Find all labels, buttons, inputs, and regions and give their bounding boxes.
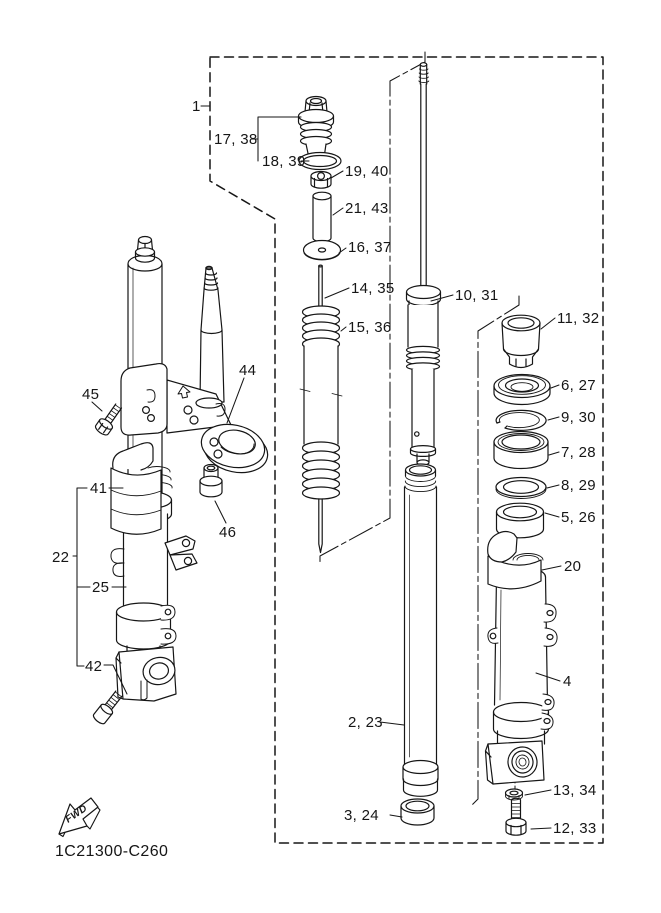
callout-10-31: 10, 31 — [455, 287, 499, 304]
callout-14-35: 14, 35 — [351, 280, 395, 297]
oil-lock-ring-3-24 — [401, 799, 434, 825]
callout-8-29: 8, 29 — [561, 477, 596, 494]
callout-25: 25 — [92, 579, 110, 596]
axle-housing — [486, 741, 545, 784]
washer-16-37 — [304, 241, 341, 260]
cap-nut-11-32 — [502, 315, 540, 367]
cap-bolt-assembly-17-38 — [299, 97, 334, 162]
callout-13-34: 13, 34 — [553, 782, 597, 799]
fork-spring-15-36 — [300, 306, 342, 553]
callout-6-27: 6, 27 — [561, 377, 596, 394]
callout-1: 1 — [192, 98, 201, 115]
flange-bolt-42 — [92, 689, 125, 725]
callout-22: 22 — [52, 549, 70, 566]
protector-20 — [488, 532, 543, 589]
callout-18-39: 18, 39 — [262, 153, 306, 170]
pinch-bolt-45 — [94, 402, 125, 437]
inner-tube-2-23 — [403, 464, 438, 796]
damper-rod-14-35 — [319, 265, 322, 310]
damper-assembly-10-31 — [407, 63, 441, 465]
callout-12-33: 12, 33 — [553, 820, 597, 837]
diagram-code: 1C21300-C260 — [55, 843, 169, 860]
callout-15-36: 15, 36 — [348, 319, 392, 336]
callout-5-26: 5, 26 — [561, 509, 596, 526]
washer-8-29 — [496, 478, 546, 499]
oil-seal-7-28 — [494, 432, 548, 469]
callout-16-37: 16, 37 — [348, 239, 392, 256]
damper-rubber-46 — [200, 465, 222, 497]
fwd-label: FWD — [63, 802, 90, 826]
spacer-21-43 — [313, 192, 331, 242]
callout-4: 4 — [563, 673, 572, 690]
callout-17-38: 17, 38 — [214, 131, 258, 148]
callout-9-30: 9, 30 — [561, 409, 596, 426]
callout-42: 42 — [85, 658, 103, 675]
callout-11-32: 11, 32 — [557, 310, 600, 327]
callout-3-24: 3, 24 — [344, 807, 379, 824]
callout-45: 45 — [82, 386, 100, 403]
dust-seal-6-27 — [494, 375, 550, 405]
drain-bolt-12-33 — [506, 798, 526, 835]
callout-2-23: 2, 23 — [348, 714, 383, 731]
callout-44: 44 — [239, 362, 257, 379]
outer-tube-25 — [111, 514, 197, 653]
callout-7-28: 7, 28 — [561, 444, 596, 461]
callout-21-43: 21, 43 — [345, 200, 389, 217]
retaining-clip-9-30 — [496, 410, 546, 430]
left-fork-leg-assembly — [92, 237, 272, 726]
callout-46: 46 — [219, 524, 237, 541]
nut-19-40 — [311, 172, 331, 189]
steering-stem — [200, 266, 224, 402]
callout-20: 20 — [564, 558, 582, 575]
callout-41: 41 — [90, 480, 108, 497]
callout-19-40: 19, 40 — [345, 163, 389, 180]
axle-bracket — [116, 647, 177, 701]
